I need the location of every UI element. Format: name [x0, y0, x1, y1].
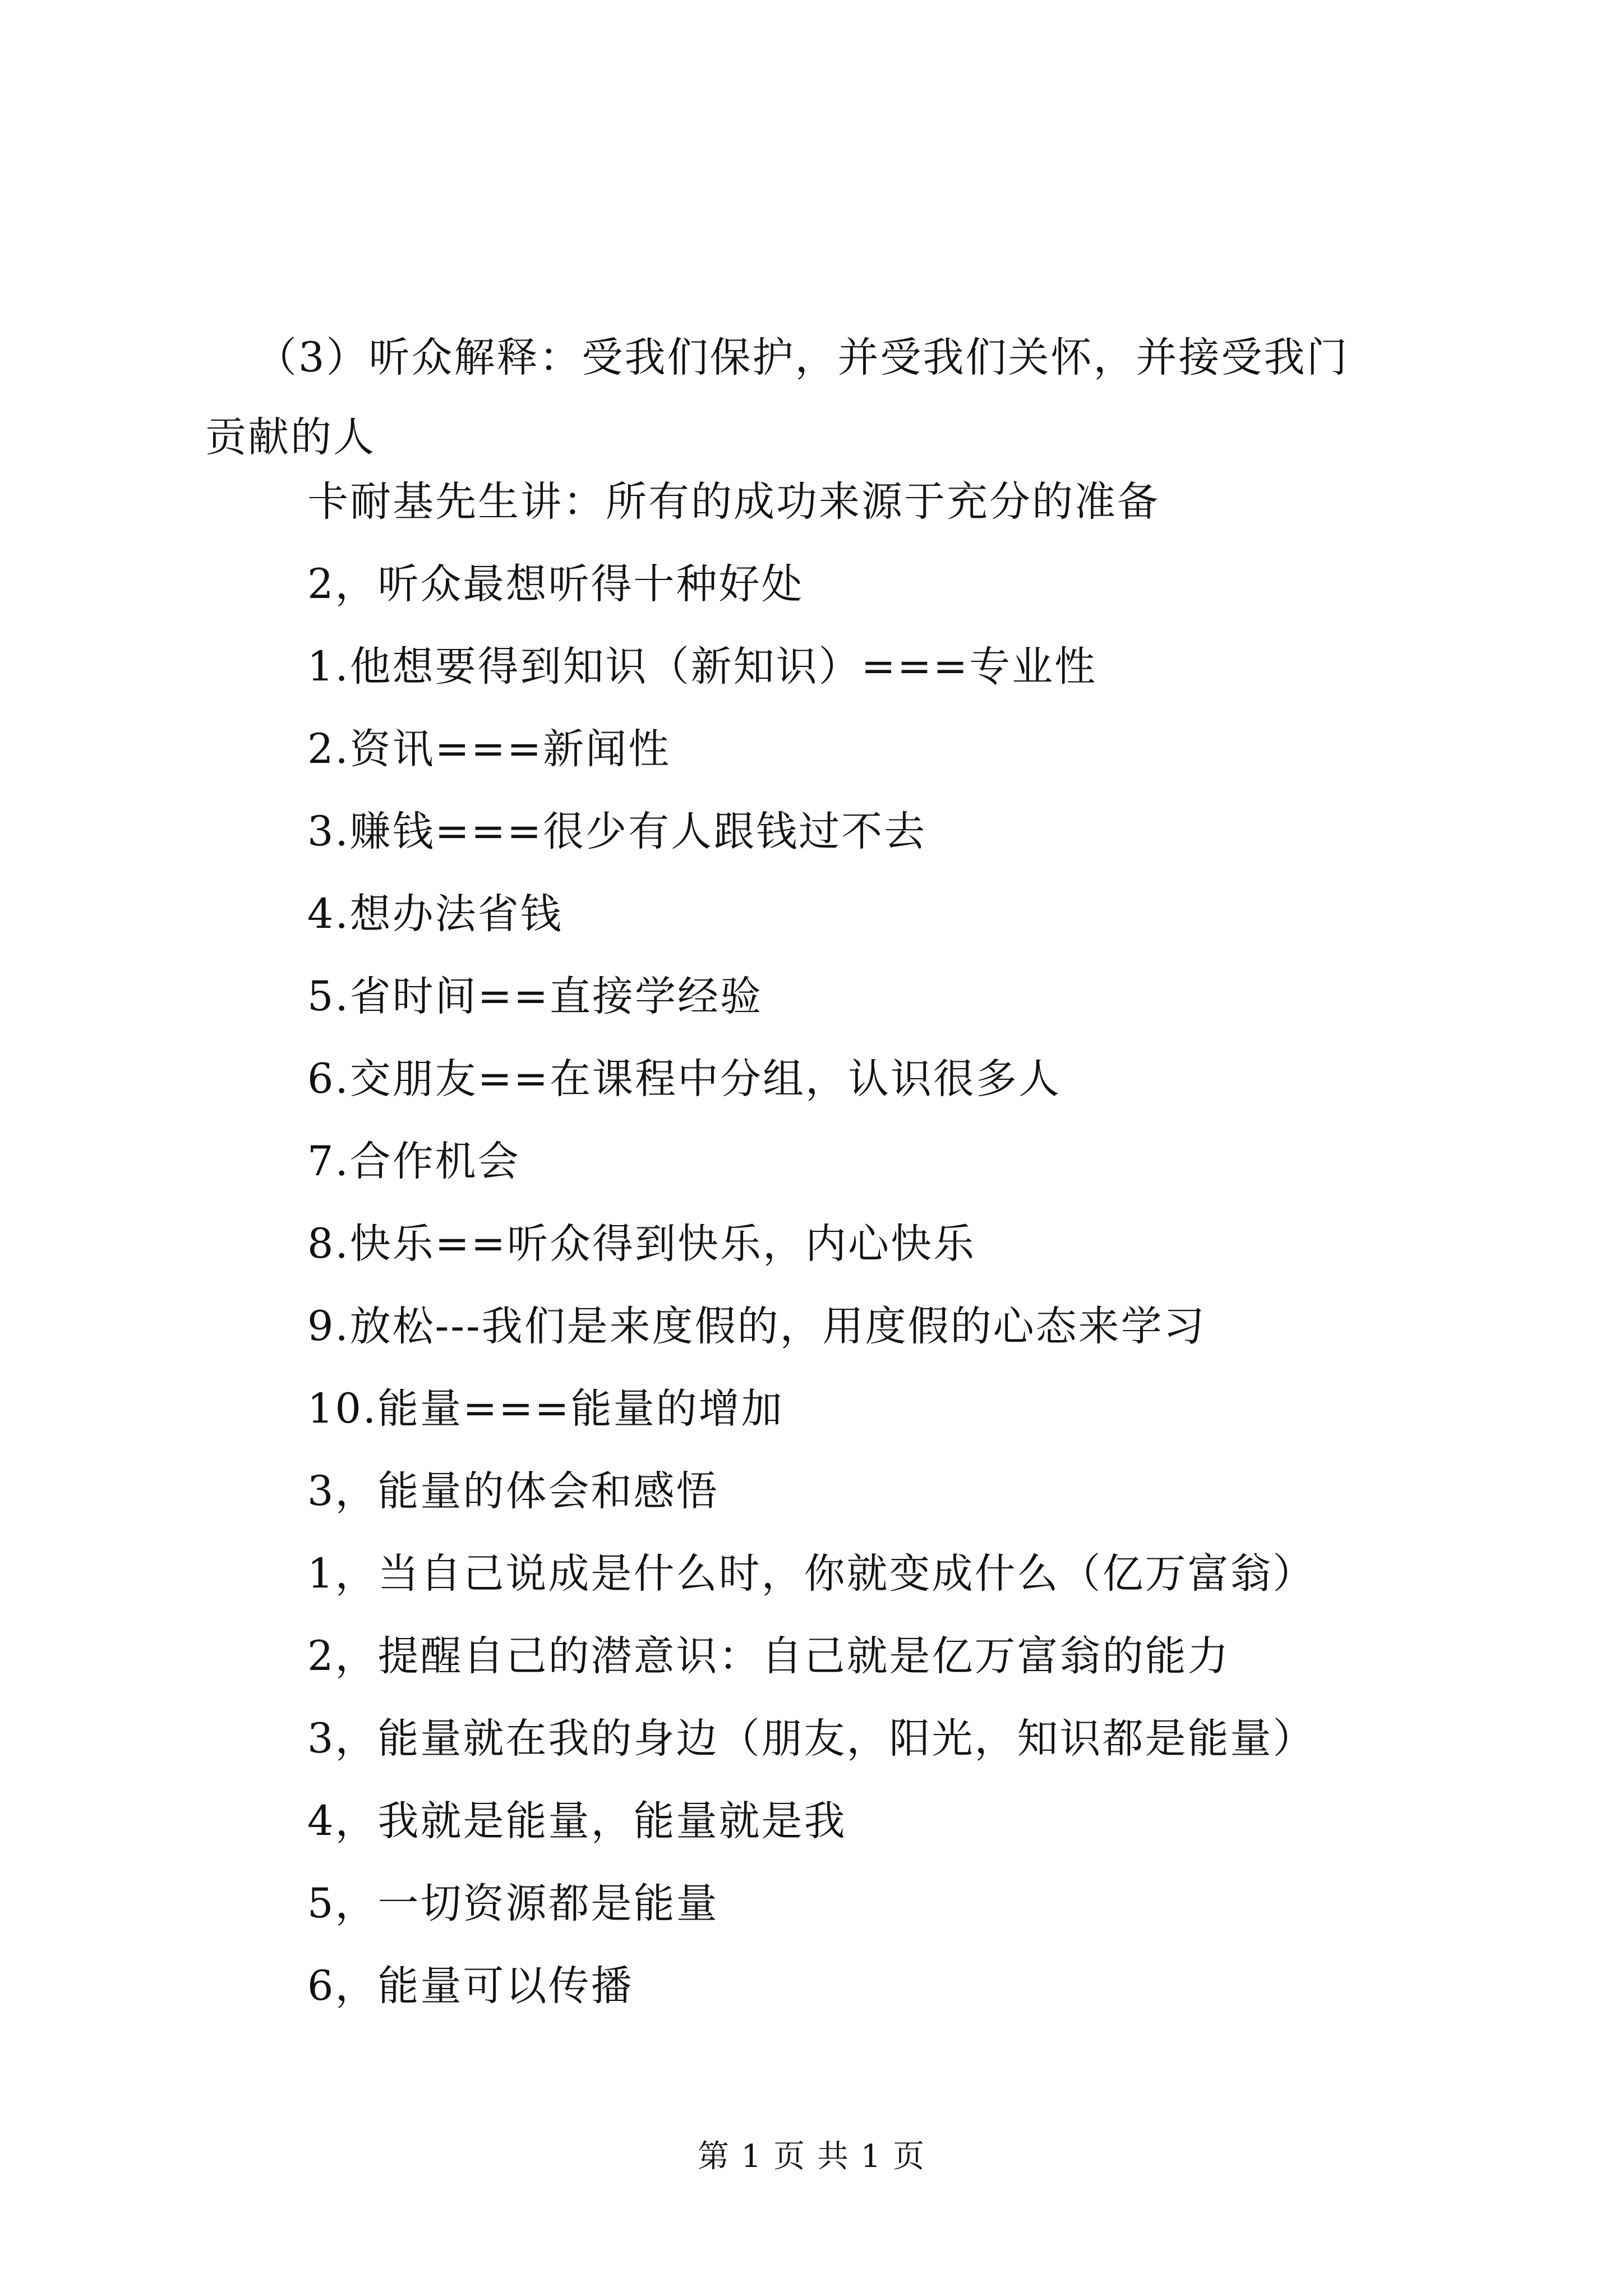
content-line: 1.他想要得到知识（新知识）===专业性	[307, 643, 1098, 691]
content-line: 4，我就是能量，能量就是我	[307, 1797, 847, 1845]
content-line: 3.赚钱===很少有人跟钱过不去	[307, 808, 927, 855]
content-line: 卡耐基先生讲：所有的成功来源于充分的准备	[307, 478, 1160, 526]
content-line: 1，当自己说成是什么时，你就变成什么（亿万富翁）	[307, 1550, 1316, 1598]
content-line: 3，能量的体会和感悟	[307, 1467, 719, 1515]
content-line: 9.放松---我们是来度假的，用度假的心态来学习	[307, 1303, 1206, 1350]
content-line: 2.资讯===新闻性	[307, 725, 671, 773]
content-line: 10.能量===能量的增加	[307, 1385, 784, 1433]
opening-paragraph: （3）听众解释：受我们保护，并受我们关怀，并接受我门贡献的人	[205, 334, 1349, 461]
content-line: 5，一切资源都是能量	[307, 1880, 719, 1927]
content-lines	[307, 478, 1316, 2048]
content-line: 5.省时间==直接学经验	[307, 973, 763, 1020]
content-line: 8.快乐==听众得到快乐，内心快乐	[307, 1220, 976, 1268]
content-line: 2，听众最想听得十种好处	[307, 560, 804, 608]
page-footer: 第 1 页 共 1 页	[697, 2138, 926, 2175]
content-line: 7.合作机会	[307, 1138, 520, 1185]
content-line: 6.交朋友==在课程中分组，认识很多人	[307, 1055, 1061, 1103]
content-line: 6，能量可以传播	[307, 1962, 634, 2010]
content-line: 4.想办法省钱	[307, 890, 563, 938]
content-line: 2，提醒自己的潜意识：自己就是亿万富翁的能力	[307, 1632, 1230, 1680]
content-line: 3，能量就在我的身边（朋友，阳光，知识都是能量）	[307, 1715, 1316, 1763]
